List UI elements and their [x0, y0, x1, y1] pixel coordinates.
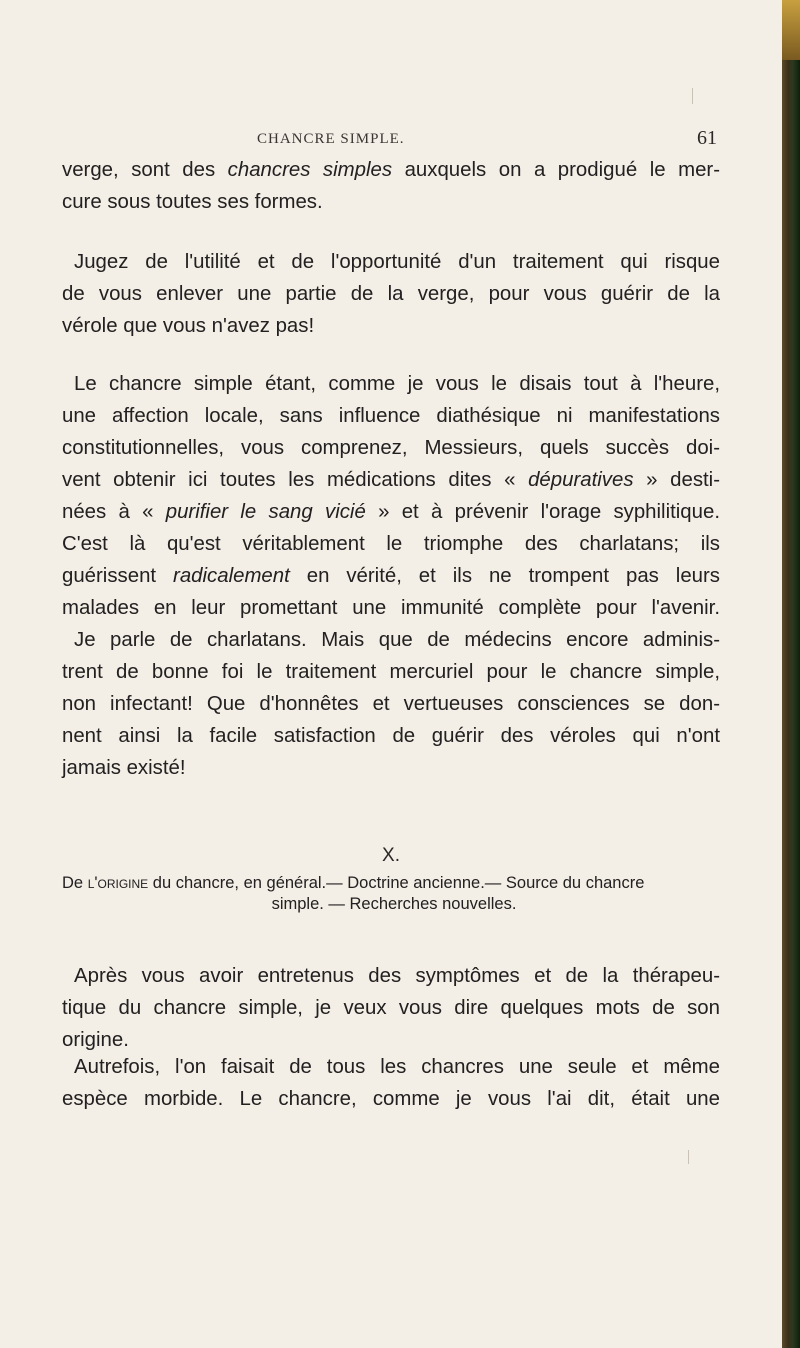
text-line: trent de bonne foi le traitement mercuriel pour le chancre simple,	[62, 661, 720, 683]
text-line: origine.	[62, 1029, 129, 1051]
text-line: nent ainsi la facile satisfaction de guérir des véroles qui n'ont	[62, 725, 720, 747]
running-header	[257, 127, 717, 155]
text-line: Jugez de l'utilité et de l'opportunité d'un traitement qui risque	[74, 251, 720, 273]
paragraph-1	[62, 154, 720, 218]
text-line: cure sous toutes ses formes.	[62, 191, 323, 213]
text-line: Le chancre simple étant, comme je vous le disais tout à l'heure,	[74, 373, 720, 395]
text-line: Je parle de charlatans. Mais que de médecins encore adminis-	[74, 629, 720, 651]
paragraph-4	[62, 960, 720, 1056]
text-line: de vous enlever une partie de la verge, pour vous guérir de la	[62, 283, 720, 305]
section-number: X.	[382, 845, 400, 866]
text-line: verge, sont des chancres simples auxquels on a prodigué le mer-	[62, 159, 720, 181]
text-line: non infectant! Que d'honnêtes et vertueuses consciences se don-	[62, 693, 720, 715]
margin-mark	[692, 88, 693, 104]
text-line: tique du chancre simple, je veux vous dire quelques mots de son	[62, 997, 720, 1019]
text-line: Après vous avoir entretenus des symptômes et de la thérapeu-	[74, 965, 720, 987]
page-number: 61	[697, 127, 717, 149]
running-title: CHANCRE SIMPLE.	[257, 131, 405, 147]
text-line: guérissent radicalement en vérité, et ils ne trompent pas leurs	[62, 565, 720, 587]
text-line: nées à « purifier le sang vicié » et à prévenir l'orage syphilitique.	[62, 501, 720, 523]
text-line: malades en leur promettant une immunité complète pour l'avenir.	[62, 597, 720, 619]
section-summary	[62, 873, 726, 915]
text-line: vérole que vous n'avez pas!	[62, 315, 315, 337]
text-line: Autrefois, l'on faisait de tous les chancres une seule et même	[74, 1056, 720, 1078]
paragraph-5	[62, 1051, 720, 1115]
text-line: C'est là qu'est véritablement le triomphe des charlatans; ils	[62, 533, 720, 555]
text-line: jamais existé!	[62, 757, 186, 779]
text-line: vent obtenir ici toutes les médications dites « dépuratives » desti-	[62, 469, 720, 491]
paragraph-3	[62, 368, 720, 784]
margin-mark	[688, 1150, 689, 1164]
summary-line: De l'origine du chancre, en général.— Doctrine ancienne.— Source du chancre	[62, 874, 645, 892]
paragraph-2	[62, 246, 720, 342]
text-line: constitutionnelles, vous comprenez, Messieurs, quels succès doi-	[62, 437, 720, 459]
book-spine-edge	[782, 0, 800, 1348]
text-line: espèce morbide. Le chancre, comme je vous l'ai dit, était une	[62, 1088, 720, 1110]
book-spine-top	[782, 0, 800, 60]
summary-line: simple. — Recherches nouvelles.	[271, 895, 517, 913]
text-line: une affection locale, sans influence diathésique ni manifestations	[62, 405, 720, 427]
